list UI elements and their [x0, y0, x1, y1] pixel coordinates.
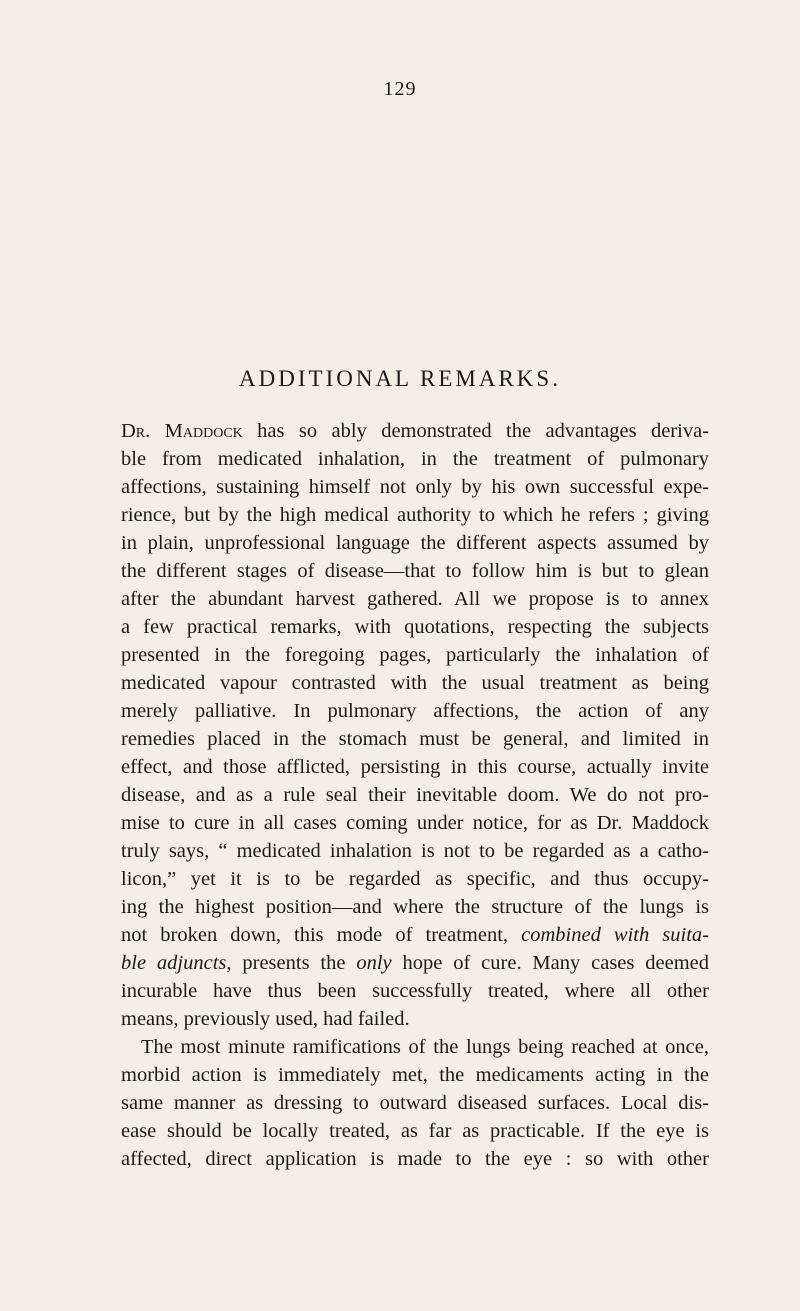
text-line: after the abundant harvest gathered. All we propose is to annex	[121, 588, 709, 610]
text-line: merely palliative. In pulmonary affections, the action of any	[121, 700, 709, 722]
text-line: medicated vapour contrasted with the usual treatment as being	[121, 672, 709, 694]
text-line: mise to cure in all cases coming under notice, for as Dr. Maddock	[121, 812, 709, 834]
text-line: ble adjuncts, presents the only hope of cure. Many cases deemed	[121, 952, 709, 974]
text-line: not broken down, this mode of treatment, combined with suita-	[121, 924, 709, 946]
text-line: disease, and as a rule seal their inevitable doom. We do not pro-	[121, 784, 709, 806]
text-line: same manner as dressing to outward diseased surfaces. Local dis-	[121, 1092, 709, 1114]
text-line: ble from medicated inhalation, in the treatment of pulmonary	[121, 448, 709, 470]
text-line: in plain, unprofessional language the different aspects assumed by	[121, 532, 709, 554]
text-line: affected, direct application is made to the eye : so with other	[121, 1148, 709, 1170]
text-line: ease should be locally treated, as far as practicable. If the eye is	[121, 1120, 709, 1142]
text-line: morbid action is immediately met, the medicaments acting in the	[121, 1064, 709, 1086]
text-line: licon,” yet it is to be regarded as specific, and thus occupy-	[121, 868, 709, 890]
text-line: truly says, “ medicated inhalation is not to be regarded as a catho-	[121, 840, 709, 862]
text-line: rience, but by the high medical authority to which he refers ; giving	[121, 504, 709, 526]
text-line: incurable have thus been successfully treated, where all other	[121, 980, 709, 1002]
text-line: means, previously used, had failed.	[121, 1008, 410, 1030]
text-line: effect, and those afflicted, persisting in this course, actually invite	[121, 756, 709, 778]
emphasis: only	[356, 952, 392, 974]
text-line: a few practical remarks, with quotations, respecting the subjects	[121, 616, 709, 638]
text-line: Dr. Maddock has so ably demonstrated the advantages deriva-	[121, 420, 709, 442]
text-line: ing the highest position—and where the structure of the lungs is	[121, 896, 709, 918]
section-heading: ADDITIONAL REMARKS.	[239, 366, 561, 391]
author-name: Dr. Maddock	[121, 420, 243, 442]
text-line: affections, sustaining himself not only by his own successful expe-	[121, 476, 709, 498]
text-line: remedies placed in the stomach must be general, and limited in	[121, 728, 709, 750]
page-number: 129	[383, 78, 417, 100]
emphasis: combined with suita-	[521, 924, 709, 946]
text-line: The most minute ramifications of the lungs being reached at once,	[141, 1036, 709, 1058]
text-line: the different stages of disease—that to follow him is but to glean	[121, 560, 709, 582]
emphasis: ble adjuncts	[121, 952, 227, 974]
body-text	[121, 417, 709, 1173]
text-line: presented in the foregoing pages, particularly the inhalation of	[121, 644, 709, 666]
